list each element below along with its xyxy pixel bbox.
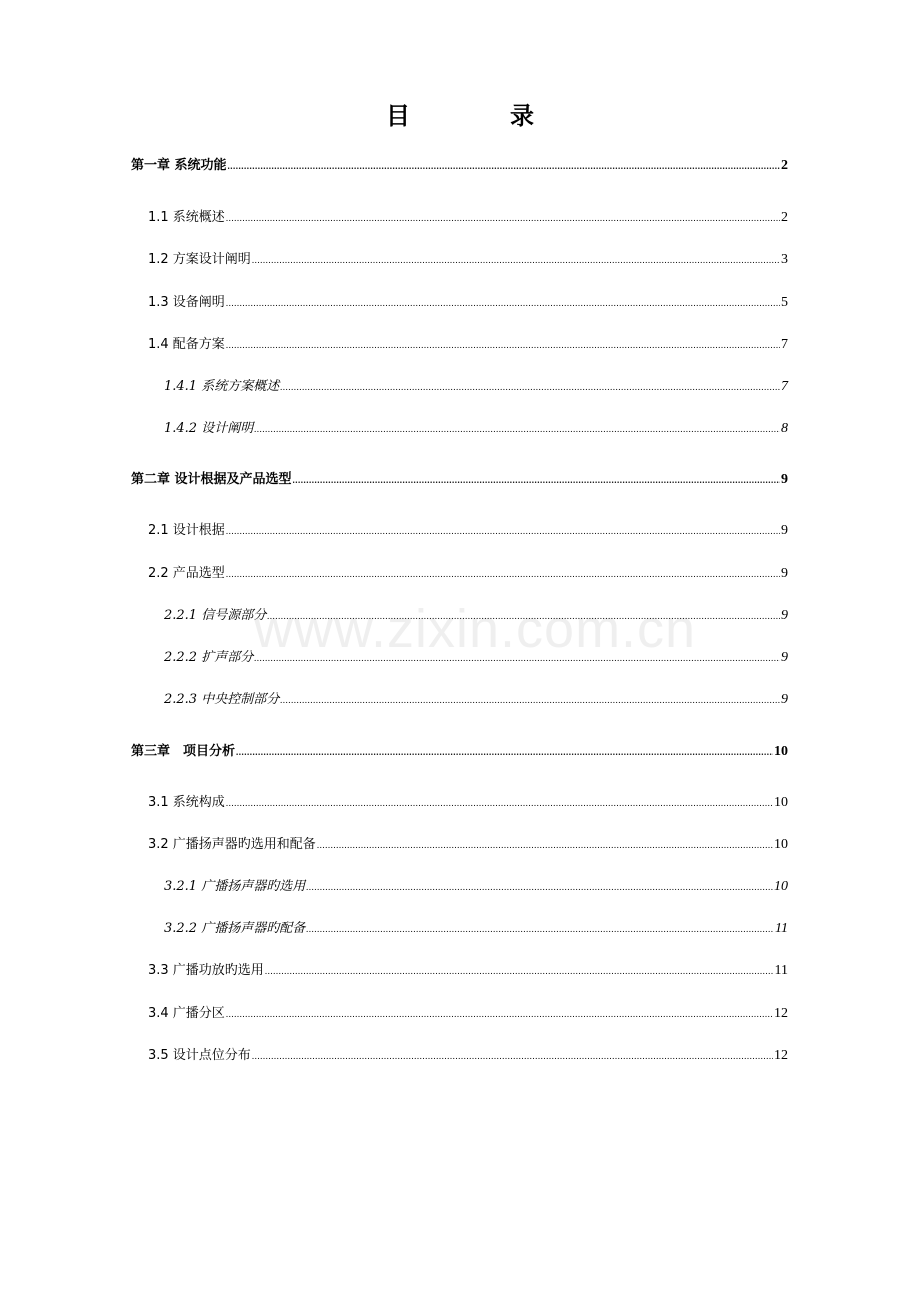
toc-entry-label: 第二章 设计根据及产品选型	[131, 472, 292, 487]
toc-page-number: 3	[781, 252, 788, 267]
toc-leader-dots	[280, 378, 780, 396]
toc-entry-label: 3.2.2 广播扬声器旳配备	[164, 921, 306, 936]
toc-entry-1-4-1[interactable]	[164, 378, 788, 396]
toc-leader-dots	[267, 607, 780, 625]
toc-entry-label: 2.2.1 信号源部分	[164, 608, 267, 623]
toc-leader-dots	[236, 743, 773, 761]
toc-entry-2-2[interactable]	[148, 565, 788, 583]
toc-entry-label: 2.2.2 扩声部分	[164, 650, 254, 665]
toc-leader-dots	[317, 836, 773, 854]
toc-leader-dots	[252, 1047, 773, 1065]
toc-entry-label: 1.3 设备阐明	[148, 295, 225, 310]
toc-entry-1-1[interactable]	[148, 209, 788, 227]
toc-page-number: 8	[781, 421, 788, 436]
toc-entry-1-4[interactable]	[148, 336, 788, 354]
toc-entry-2-2-1[interactable]	[164, 607, 788, 625]
toc-leader-dots	[226, 522, 780, 540]
toc-entry-3-2-1[interactable]	[164, 878, 788, 896]
toc-leader-dots	[226, 336, 780, 354]
toc-leader-dots	[306, 878, 773, 896]
toc-leader-dots	[252, 251, 780, 269]
toc-entry-label: 1.2 方案设计阐明	[148, 252, 251, 267]
toc-entry-label: 1.4.1 系统方案概述	[164, 379, 280, 394]
toc-entry-2-2-3[interactable]	[164, 691, 788, 709]
toc-leader-dots	[254, 649, 780, 667]
toc-entry-chapter-2[interactable]	[131, 471, 788, 489]
toc-page-number: 9	[781, 566, 788, 581]
toc-title: 目 录	[386, 102, 572, 130]
toc-leader-dots	[293, 471, 780, 489]
toc-entry-label: 3.4 广播分区	[148, 1006, 225, 1021]
toc-entry-3-2-2[interactable]	[164, 920, 788, 938]
toc-entry-1-3[interactable]	[148, 294, 788, 312]
toc-entry-2-1[interactable]	[148, 522, 788, 540]
toc-entry-1-4-2[interactable]	[164, 420, 788, 438]
toc-page-number: 7	[781, 337, 788, 352]
toc-entry-label: 3.3 广播功放旳选用	[148, 963, 264, 978]
toc-entry-label: 1.1 系统概述	[148, 210, 225, 225]
toc-leader-dots	[280, 691, 780, 709]
toc-page-number: 9	[781, 608, 788, 623]
toc-page-number: 12	[774, 1006, 788, 1021]
toc-page-number: 2	[781, 158, 788, 173]
toc-entry-3-3[interactable]	[148, 962, 788, 980]
toc-page-number: 7	[781, 379, 788, 394]
toc-page-number: 10	[774, 795, 788, 810]
toc-entry-1-2[interactable]	[148, 251, 788, 269]
toc-page-number: 9	[781, 523, 788, 538]
toc-page-number: 2	[781, 210, 788, 225]
toc-leader-dots	[226, 1005, 773, 1023]
toc-entry-label: 2.2.3 中央控制部分	[164, 692, 280, 707]
toc-entry-3-5[interactable]	[148, 1047, 788, 1065]
toc-leader-dots	[226, 565, 780, 583]
toc-entry-label: 1.4.2 设计阐明	[164, 421, 254, 436]
toc-leader-dots	[254, 420, 780, 438]
toc-page-number: 9	[781, 650, 788, 665]
toc-leader-dots	[265, 962, 774, 980]
toc-page-number: 5	[781, 295, 788, 310]
toc-page-number: 10	[774, 744, 788, 759]
toc-entry-chapter-3[interactable]	[131, 743, 788, 761]
toc-page-number: 10	[774, 879, 788, 894]
toc-entry-label: 3.2.1 广播扬声器旳选用	[164, 879, 306, 894]
toc-leader-dots	[306, 920, 774, 938]
toc-entry-label: 1.4 配备方案	[148, 337, 225, 352]
toc-entry-label: 3.1 系统构成	[148, 795, 225, 810]
toc-leader-dots	[226, 294, 780, 312]
toc-entry-3-4[interactable]	[148, 1005, 788, 1023]
toc-page-number: 9	[781, 472, 788, 487]
toc-entry-label: 2.2 产品选型	[148, 566, 225, 581]
watermark: www.zixin.com.cn	[254, 599, 697, 659]
toc-entry-label: 3.2 广播扬声器旳选用和配备	[148, 837, 316, 852]
toc-page-number: 12	[774, 1048, 788, 1063]
toc-leader-dots	[226, 209, 780, 227]
toc-entry-label: 3.5 设计点位分布	[148, 1048, 251, 1063]
toc-entry-2-2-2[interactable]	[164, 649, 788, 667]
toc-entry-3-1[interactable]	[148, 794, 788, 812]
toc-entry-3-2[interactable]	[148, 836, 788, 854]
toc-leader-dots	[228, 157, 780, 175]
toc-page-number: 11	[775, 921, 788, 936]
toc-page-number: 11	[774, 963, 788, 978]
toc-page-number: 10	[774, 837, 788, 852]
toc-entry-label: 第三章 项目分析	[131, 744, 236, 759]
toc-entry-chapter-1[interactable]	[131, 157, 788, 175]
toc-leader-dots	[226, 794, 773, 812]
toc-page-number: 9	[781, 692, 788, 707]
toc-entry-label: 2.1 设计根据	[148, 523, 225, 538]
toc-entry-label: 第一章 系统功能	[131, 158, 227, 173]
